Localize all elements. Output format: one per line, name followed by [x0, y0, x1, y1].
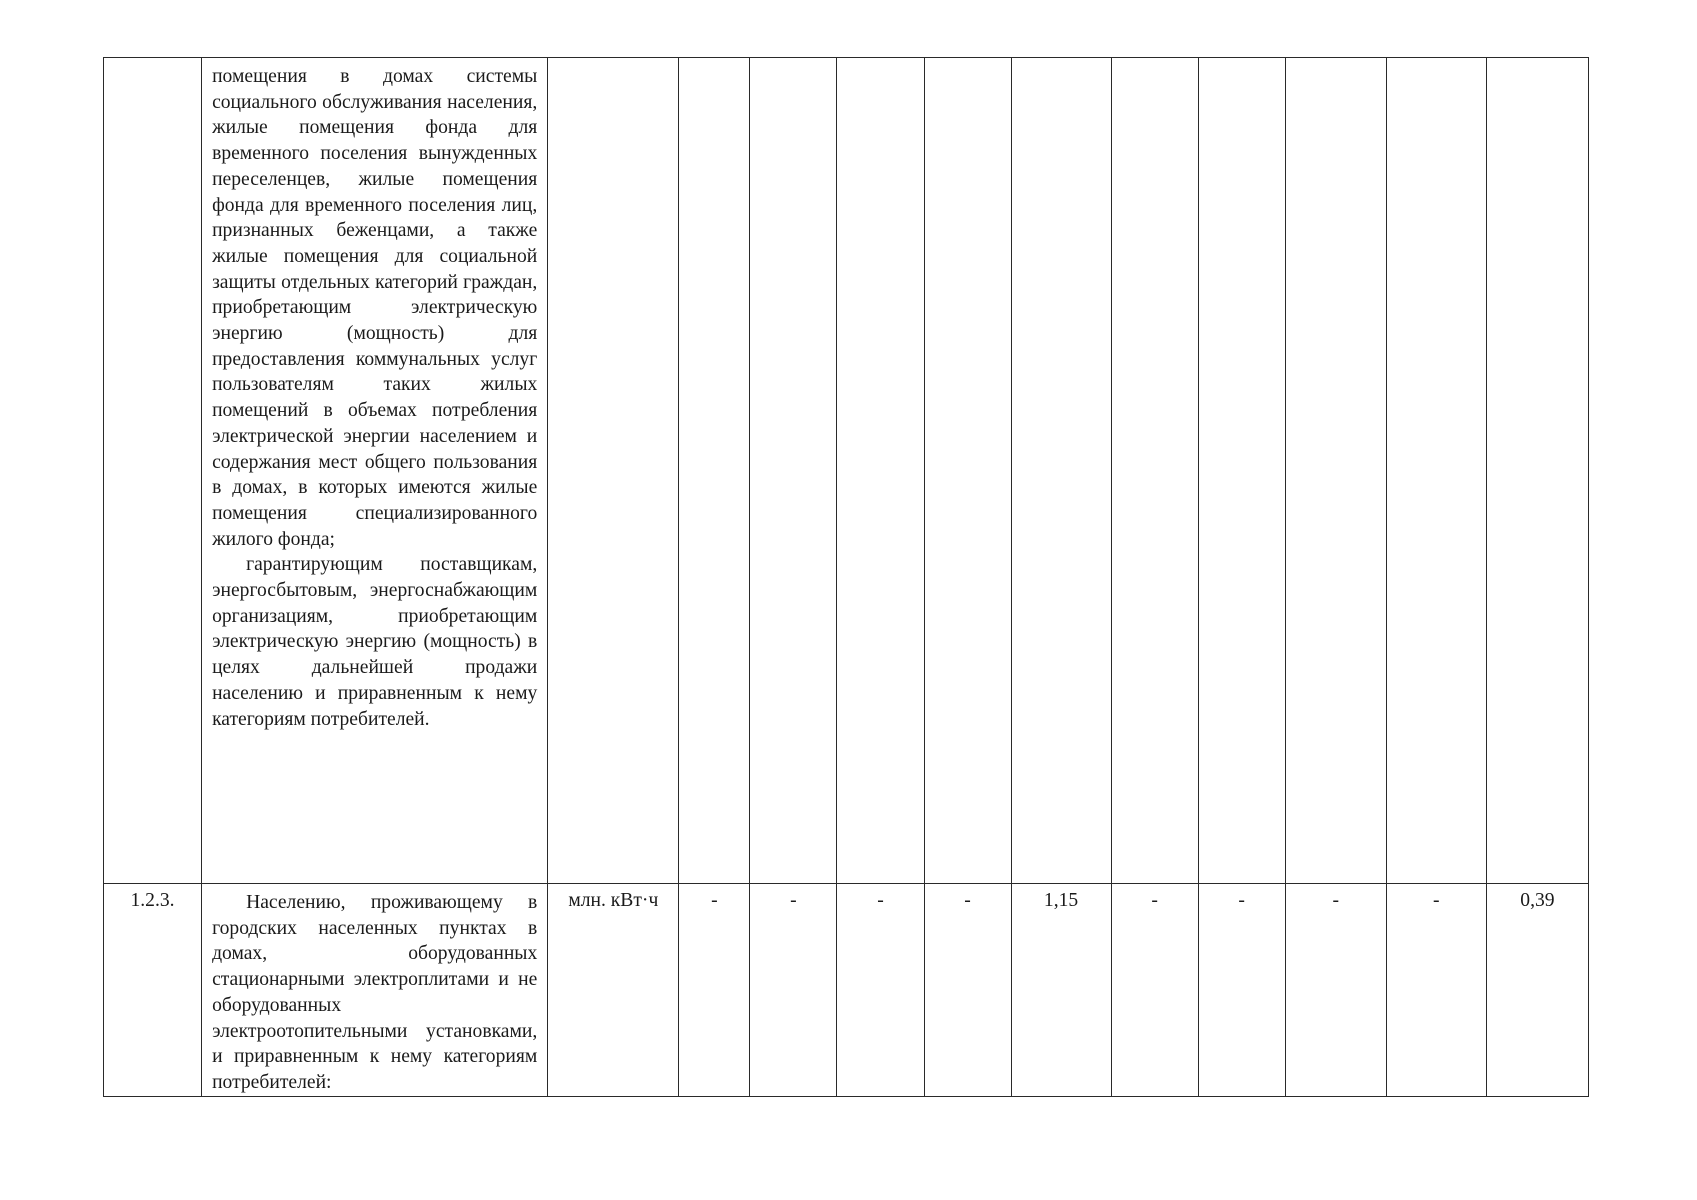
description-paragraph: помещения в домах системы социального обслуживания населения, жилые помещения фонда для временного поселения вынужденных переселенцев, жилые помещения фонда для временного поселения лиц, признанных беженцами, а также жилые помещения для социальной защиты отдельных категорий граждан, приобретающим электрическую энергию (мощность) для предоставления коммунальных услуг пользователям таких жилых помещений в объемах потребления электрической энергии населением и содержания мест общего пользования в домах, в которых имеются жилые помещения специализированного жилого фонда;	[212, 66, 538, 550]
row-number-cell	[104, 58, 202, 884]
value-cell: -	[837, 884, 924, 1097]
value-cell: -	[1386, 884, 1486, 1097]
row-number-cell: 1.2.3.	[104, 884, 202, 1097]
description-paragraph: гарантирующим поставщикам, энергосбытовым, энергоснабжающим организациям, приобретающим электрическую энергию (мощность) в целях дальнейшей продажи населению и приравненным к нему категориям потребителей.	[212, 554, 538, 730]
value-cell	[1486, 58, 1588, 884]
table-row	[104, 58, 1589, 884]
value-cell: -	[750, 884, 837, 1097]
value-cell: -	[1198, 884, 1285, 1097]
value-cell	[837, 58, 924, 884]
description-cell	[202, 884, 548, 1097]
value-cell	[1011, 58, 1111, 884]
value-cell: -	[924, 884, 1011, 1097]
unit-cell	[548, 58, 679, 884]
description-cell	[202, 58, 548, 884]
value-cell: -	[1111, 884, 1198, 1097]
value-cell	[750, 58, 837, 884]
unit-cell: млн. кВт·ч	[548, 884, 679, 1097]
value-cell	[1386, 58, 1486, 884]
value-cell: -	[679, 884, 750, 1097]
value-cell	[1111, 58, 1198, 884]
value-cell	[1285, 58, 1386, 884]
value-cell: 1,15	[1011, 884, 1111, 1097]
value-cell	[924, 58, 1011, 884]
value-cell	[1198, 58, 1285, 884]
value-cell: -	[1285, 884, 1386, 1097]
value-cell: 0,39	[1486, 884, 1588, 1097]
tariff-table	[103, 57, 1589, 1097]
value-cell	[679, 58, 750, 884]
table-row	[104, 884, 1589, 1097]
description-paragraph: Населению, проживающему в городских населенных пунктах в домах, оборудованных стационарными электроплитами и не оборудованных электроотопительными установками, и приравненным к нему категориям потребителей:	[212, 892, 538, 1093]
